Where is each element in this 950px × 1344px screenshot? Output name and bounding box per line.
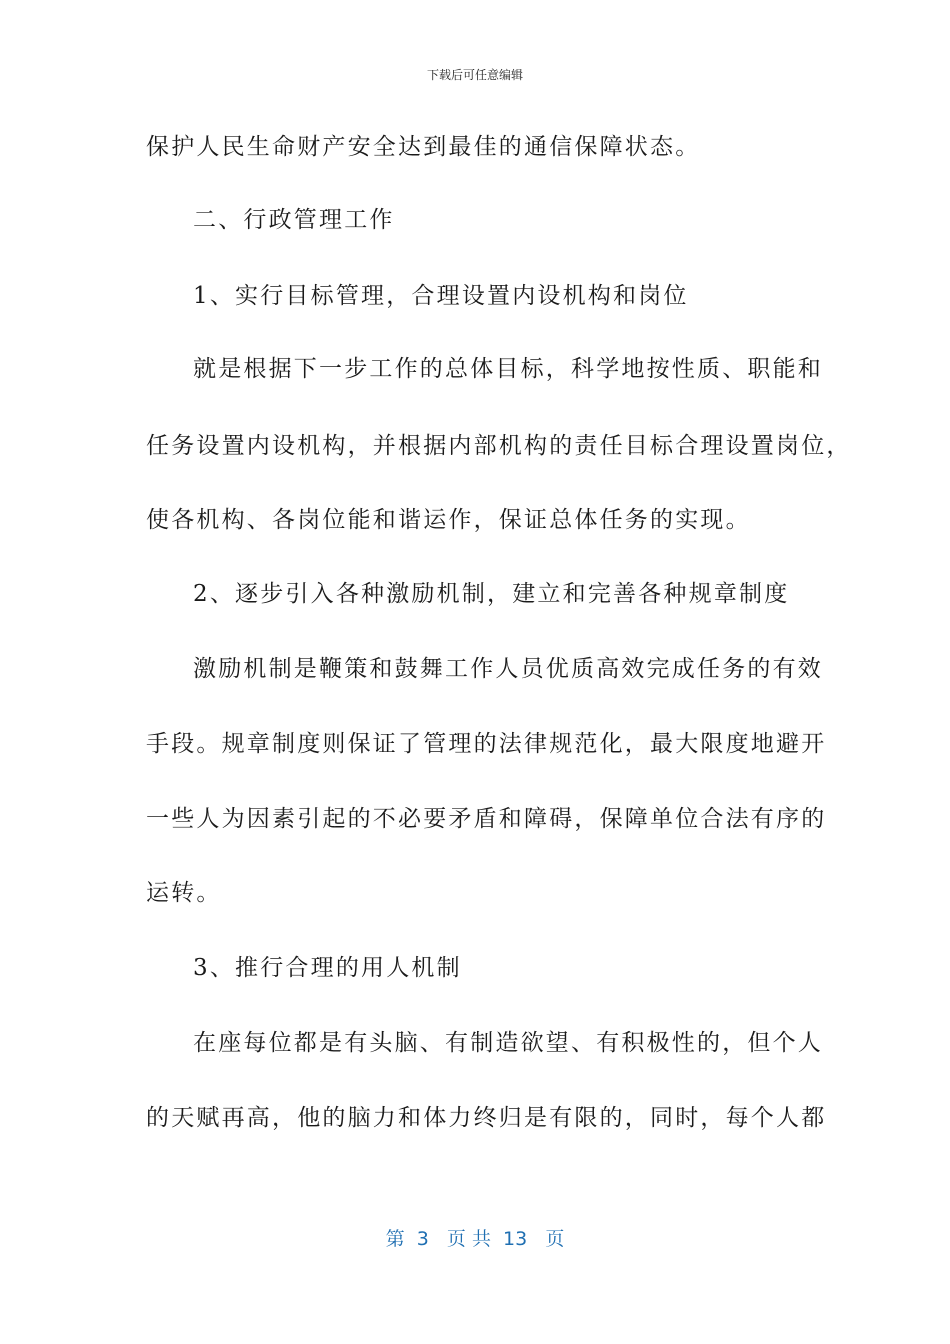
subsection-heading: 1、实行目标管理，合理设置内设机构和岗位 — [193, 283, 689, 309]
text-line: 激励机制是鞭策和鼓舞工作人员优质高效完成任务的有效 — [193, 656, 823, 682]
text-line: 一些人为因素引起的不必要矛盾和障碍，保障单位合法有序的 — [146, 806, 827, 832]
section-heading: 二、行政管理工作 — [193, 207, 395, 233]
page-footer: 第 3 页 共 13 页 — [385, 1228, 565, 1250]
text-line: 的天赋再高，他的脑力和体力终归是有限的，同时，每个人都 — [146, 1105, 827, 1131]
subsection-heading: 3、推行合理的用人机制 — [193, 955, 462, 981]
text-line: 就是根据下一步工作的总体目标，科学地按性质、职能和 — [193, 356, 823, 382]
text-line: 保护人民生命财产安全达到最佳的通信保障状态。 — [146, 134, 701, 160]
text-line: 运转。 — [146, 880, 222, 906]
text-line: 手段。规章制度则保证了管理的法律规范化，最大限度地避开 — [146, 731, 827, 757]
subsection-heading: 2、逐步引入各种激励机制，建立和完善各种规章制度 — [193, 581, 790, 607]
page-header: 下载后可任意编辑 — [426, 68, 523, 82]
text-line: 任务设置内设机构，并根据内部机构的责任目标合理设置岗位， — [146, 433, 852, 459]
text-line: 在座每位都是有头脑、有制造欲望、有积极性的，但个人 — [193, 1030, 823, 1056]
text-line: 使各机构、各岗位能和谐运作，保证总体任务的实现。 — [146, 507, 751, 533]
